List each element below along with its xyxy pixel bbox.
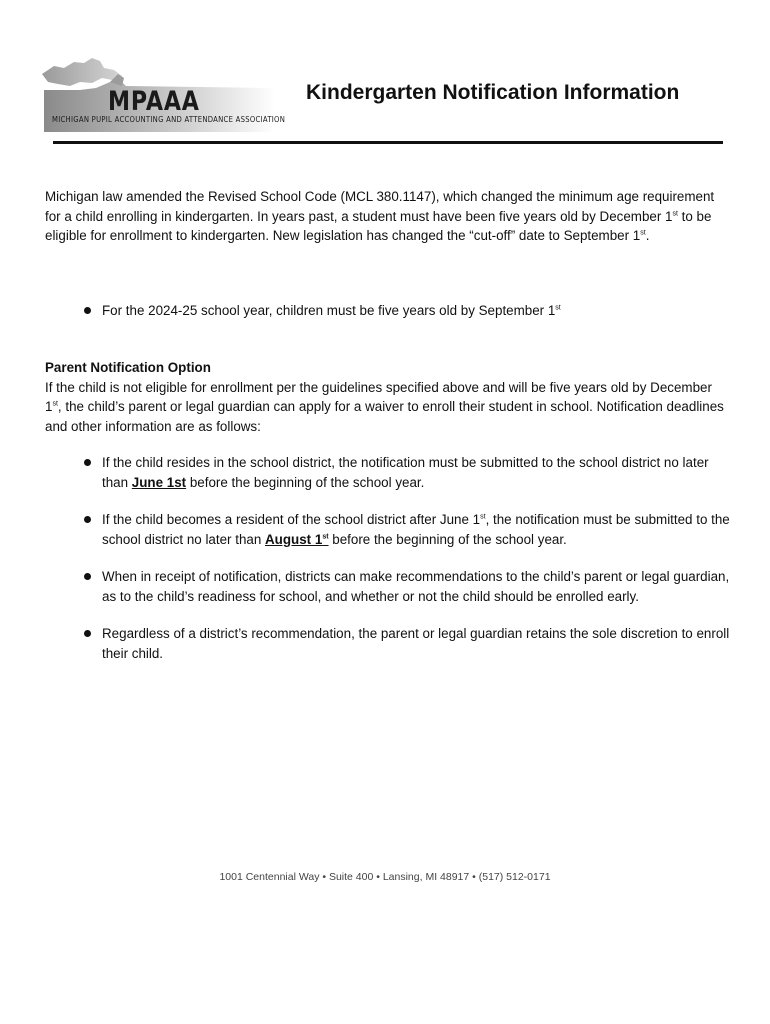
parent-option-sup: st xyxy=(52,400,58,408)
page-title: Kindergarten Notification Information xyxy=(306,81,680,104)
list-item xyxy=(80,624,730,663)
intro-paragraph xyxy=(45,187,725,246)
footer-address: 1001 Centennial Way • Suite 400 • Lansing, MI 48917 • (517) 512-0171 xyxy=(219,871,551,883)
school-year-text: For the 2024-25 school year, children must be five years old by September 1 xyxy=(102,303,556,318)
august-deadline-sup: st xyxy=(322,533,329,541)
bullet-1-after: before the beginning of the school year. xyxy=(186,474,425,490)
list-item xyxy=(80,510,730,549)
logo-fullname: MICHIGAN PUPIL ACCOUNTING AND ATTENDANCE ASSOCIATION xyxy=(52,115,286,124)
bullet-3-text: When in receipt of notification, districts can make recommendations to the child’s parent or legal guardian, as to the child’s readiness for school, and whether or not the child should be enrolled early. xyxy=(102,569,730,604)
bullet-icon xyxy=(84,307,91,314)
parent-option-section xyxy=(45,358,725,436)
parent-option-text-1: If the child is not eligible for enrollment per the guidelines specified above and will be five years old by December 1 xyxy=(45,379,712,414)
school-year-list xyxy=(80,301,730,321)
june-deadline: June 1st xyxy=(131,474,187,490)
bullet-icon xyxy=(84,573,91,580)
list-item xyxy=(80,567,730,606)
august-deadline-text: August 1 xyxy=(265,531,323,547)
intro-text-2: to be eligible for enrollment to kindergarten. New legislation has changed the “cut-off” date to September 1 xyxy=(45,208,712,243)
intro-text-3: . xyxy=(645,228,650,243)
parent-option-text-2: , the child’s parent or legal guardian can apply for a waiver to enroll their student in school. Notification deadlines and other information are as follows: xyxy=(45,399,724,434)
bullet-1-before: If the child resides in the school district, the notification must be submitted to the school district no later than xyxy=(102,455,709,490)
bullet-2-before: If the child becomes a resident of the school district after June 1 xyxy=(102,512,481,527)
august-deadline xyxy=(265,532,329,547)
logo-acronym: MPAAA xyxy=(108,86,200,117)
header-divider xyxy=(53,141,723,144)
list-item xyxy=(80,301,730,321)
bullet-2-after: before the beginning of the school year. xyxy=(328,531,567,547)
bullet-4-text: Regardless of a district’s recommendation, the parent or legal guardian retains the sole discretion to enroll their child. xyxy=(102,626,730,661)
bullet-icon xyxy=(84,516,91,523)
bullet-icon xyxy=(84,459,91,466)
bullet-icon xyxy=(84,630,91,637)
intro-sup-2: st xyxy=(640,229,646,237)
bullet-2-sup: st xyxy=(480,513,486,521)
notification-list xyxy=(80,453,730,663)
list-item xyxy=(80,453,730,492)
intro-sup-1: st xyxy=(672,210,678,218)
mpaaa-logo xyxy=(40,56,286,132)
bullet-2-middle: , the notification must be submitted to the school district no later than xyxy=(102,512,730,547)
intro-text-1: Michigan law amended the Revised School Code (MCL 380.1147), which changed the minimum age requirement for a child enrolling in kindergarten. In years past, a student must have been five years old by December 1 xyxy=(45,189,715,224)
school-year-sup: st xyxy=(555,304,561,312)
section-heading: Parent Notification Option xyxy=(45,360,211,375)
